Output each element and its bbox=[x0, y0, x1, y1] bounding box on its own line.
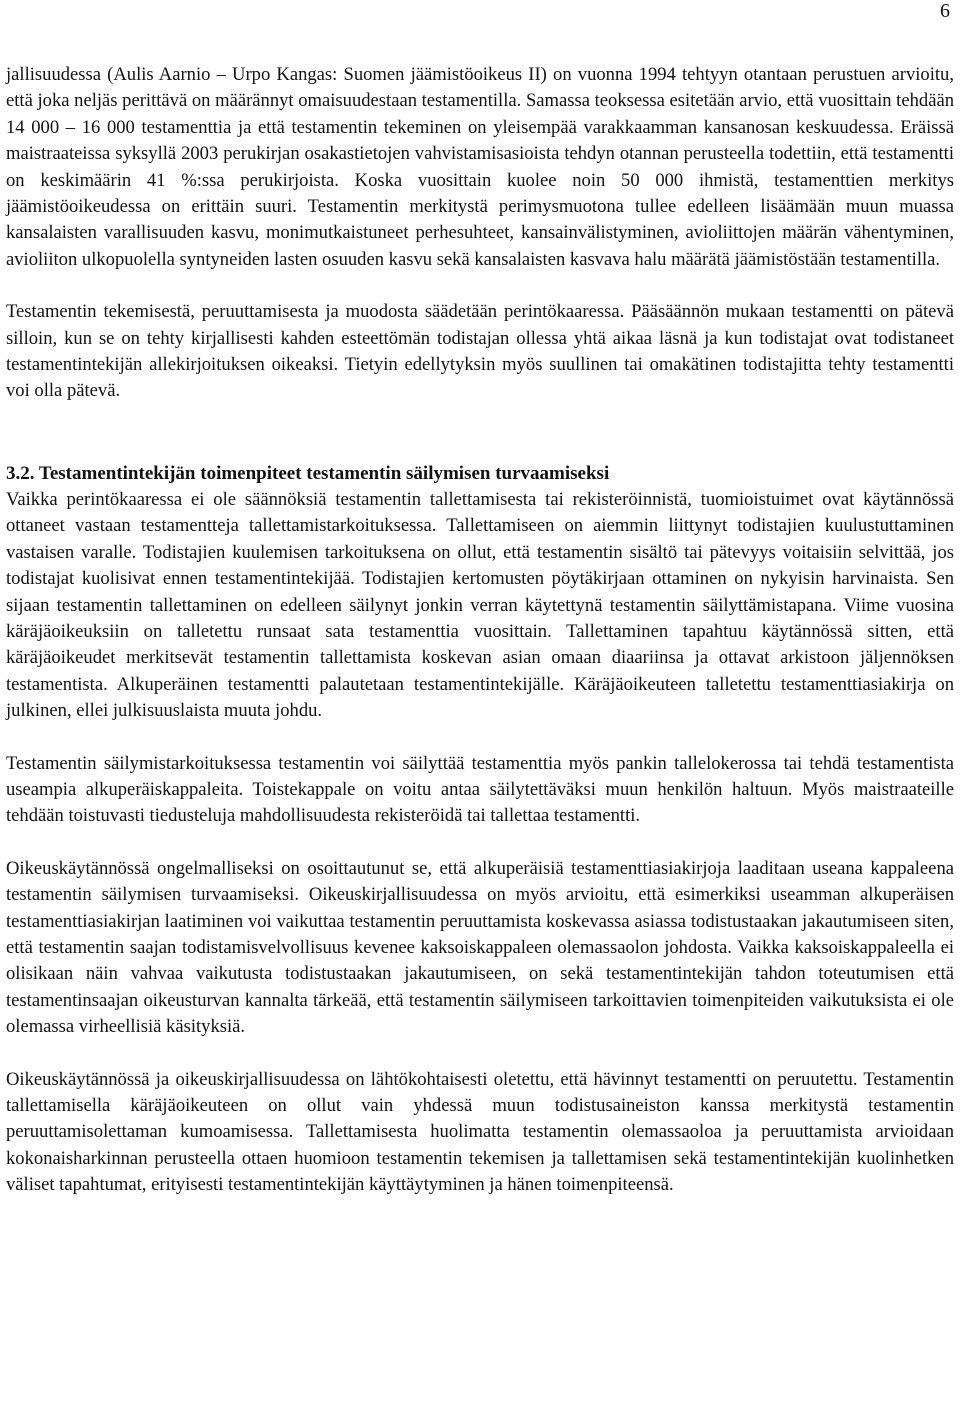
document-body bbox=[6, 62, 954, 1199]
section-heading: 3.2. Testamentintekijän toimenpiteet testamentin säilymisen turvaamiseksi bbox=[6, 462, 610, 484]
paragraph-kaksoiskappaleet: Oikeuskäytännössä ongelmalliseksi on osoittautunut se, että alkuperäisiä testamenttiasiakirjoja laaditaan useana kappaleena testamentin säilymisen turvaamiseksi. Oikeuskirjallisuudessa on myös arvioitu, että esimerkiksi useamman alkuperäisen testamenttiasiakirjan laatiminen voi vaikuttaa testamentin peruuttamista koskevassa asiassa todistustaakan jakautumiseen siten, että testamentin saajan todistamisvelvollisuus kevenee kaksoiskappaleen olemassaolon johdosta. Vaikka kaksoiskappaleella ei olisikaan näin vahvaa vaikutusta todistustaakan jakautumiseen, on sekä testamentintekijän tahdon toteutumisen että testamentinsaajan oikeusturvan kannalta tärkeää, että testamentin säilymiseen tarkoittavien toimenpiteiden vaikutuksista ei ole olemassa virheellisiä käsityksiä. bbox=[6, 857, 954, 1038]
paragraph-testamentin-yleisyys: jallisuudessa (Aulis Aarnio – Urpo Kangas: Suomen jäämistöoikeus II) on vuonna 1994 tehtyyn otantaan perustuen arvioitu, että joka neljäs perittävä on määrännyt omaisuudestaan testamentilla. Samassa teoksessa esitetään arvio, että vuosittain tehdään 14 000 – 16 000 testamenttia ja että testamentin tekeminen on yleisempää varakkaamman kansanosan keskuudessa. Eräissä maistraateissa syksyllä 2003 perukirjan osakastietojen vahvistamisasioista tehdyn otannan perusteella todettiin, että testamentti on keskimäärin 41 %:ssa perukirjoista. Koska vuosittain kuolee noin 50 000 ihmistä, testamenttien merkitys jäämistöoikeudessa on erittäin suuri. Testamentin merkitystä perimysmuotona tullee edelleen lisäämään muun muassa kansalaisten varallisuuden kasvu, monimutkaistuneet perhesuhteet, kansainvälistyminen, avioliittojen määrän vähentyminen, avioliiton ulkopuolella syntyneiden lasten osuuden kasvu sekä kansalaisten kasvava halu määrätä jäämistöstään testamentilla. bbox=[6, 64, 954, 270]
paragraph-testamentin-muoto: Testamentin tekemisestä, peruuttamisesta ja muodosta säädetään perintökaaressa. Pääsäännön mukaan testamentti on pätevä silloin, kun se on tehty kirjallisesti kahden esteettömän todistajan ollessa yhtä aikaa läsnä ja kun todistajat ovat todistaneet testamentintekijän allekirjoituksen oikeaksi. Tietyin edellytyksin myös suullinen tai omakätinen todistajitta tehty testamentti voi olla pätevä. bbox=[6, 301, 954, 402]
paragraph-peruutusolettama: Oikeuskäytännössä ja oikeuskirjallisuudessa on lähtökohtaisesti oletettu, että hävinnyt testamentti on peruutettu. Testamentin tallettamisella käräjäoikeuteen on ollut vain yhdessä muun todistusaineiston kanssa merkitystä testamentin peruuttamisolettaman kumoamisessa. Tallettamisesta huolimatta testamentin olemassaoloa ja peruuttamista arvioidaan kokonaisharkinnan perusteella ottaen huomioon testamentin tekemisen ja tallettamisen sekä testamentintekijän kuolinhetken väliset tapahtumat, erityisesti testamentintekijän käyttäytyminen ja hänen toimenpiteensä. bbox=[6, 1068, 954, 1196]
paragraph-tallettaminen: Vaikka perintökaaressa ei ole säännöksiä testamentin tallettamisesta tai rekisteröinnistä, tuomioistuimet ovat käytännössä ottaneet vastaan testamentteja tallettamistarkoituksessa. Tallettamiseen on aiemmin liittynyt todistajien kuulustuttaminen vastaisen varalle. Todistajien kuulemisen tarkoituksena on ollut, että testamentin sisältö tai pätevyys voitaisiin selvittää, jos todistajat kuolisivat ennen testamentintekijää. Todistajien kertomusten pöytäkirjaan ottaminen on nykyisin harvinaista. Sen sijaan testamentin tallettaminen on edelleen säilynyt jonkin verran käytettynä testamentin säilyttämistapana. Viime vuosina käräjäoikeuksiin on talletettu runsaat sata testamenttia vuosittain. Tallettaminen tapahtuu käytännössä sitten, että käräjäoikeudet merkitsevät testamentin tallettamista koskevan asian omaan diaariinsa ja ottavat arkistoon jäljennöksen testamentista. Alkuperäinen testamentti palautetaan testamentintekijälle. Käräjäoikeuteen talletettu testamenttiasiakirja on julkinen, ellei julkisuuslaista muuta johdu. bbox=[6, 488, 954, 722]
page-number: 6 bbox=[940, 0, 950, 22]
paragraph-sailyttaminen: Testamentin säilymistarkoituksessa testamentin voi säilyttää testamenttia myös pankin tallelokerossa tai tehdä testamentista useampia alkuperäiskappaleita. Toistekappale on voitu antaa säilytettäväksi muun henkilön haltuun. Myös maistraateille tehdään toistuvasti tiedusteluja mahdollisuudesta rekisteröidä tai tallettaa testamentti. bbox=[6, 752, 954, 827]
